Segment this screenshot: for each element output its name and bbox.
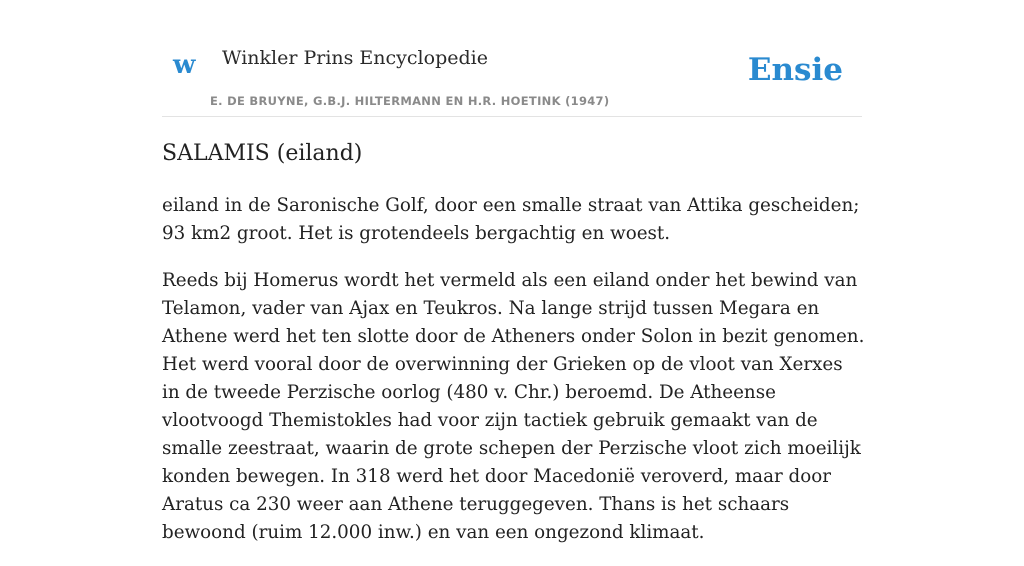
article-paragraph: eiland in de Saronische Golf, door een smalle straat van Attika gescheiden; 93 km2 groot. Het is grotendeels bergachtig en woest. xyxy=(162,195,860,244)
encyclopedia-title[interactable]: Winkler Prins Encyclopedie xyxy=(222,47,488,69)
entry-title: SALAMIS (eiland) xyxy=(162,141,363,166)
article-paragraph: Reeds bij Homerus wordt het vermeld als een eiland onder het bewind van Telamon, vader van Ajax en Teukros. Na lange strijd tussen Megara en Athene werd het ten slotte door de Atheners onder Solon in bezit genomen. Het werd vooral door de overwinning der Grieken op de vloot van Xerxes in de tweede Perzische oorlog (480 v. Chr.) beroemd. De Atheense vlootvoogd Themistokles had voor zijn tactiek gebruik gemaakt van de smalle zeestraat, waarin de grote schepen der Perzische vloot zich moeilijk konden bewegen. In 318 werd het door Macedonië veroverd, maar door Aratus ca 230 weer aan Athene teruggegeven. Thans is het schaars bewoond (ruim 12.000 inw.) en van een ongezond klimaat. xyxy=(162,270,865,543)
encyclopedia-authors: E. DE BRUYNE, G.B.J. HILTERMANN EN H.R. HOETINK (1947) xyxy=(210,94,610,108)
winkler-prins-logo[interactable]: w xyxy=(173,50,196,80)
article xyxy=(162,138,866,566)
encyclopedia-header xyxy=(162,0,862,117)
ensie-logo-link[interactable]: Ensie xyxy=(747,52,843,88)
